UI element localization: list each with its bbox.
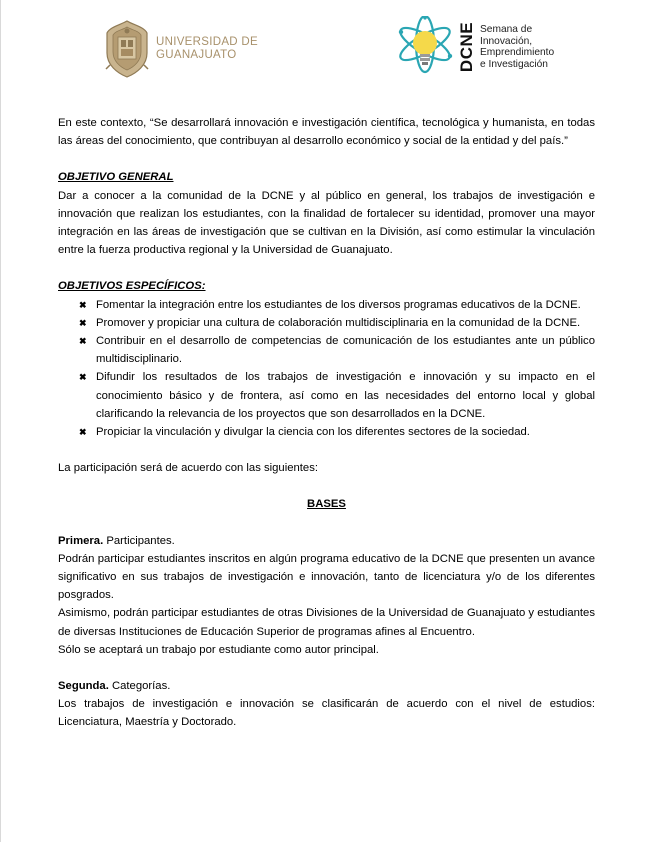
- segunda-text: Los trabajos de investigación e innovación se clasificarán de acuerdo con el nivel de estudios: Licenciatura, Maestría y Doctorado.: [58, 698, 595, 729]
- dcne-logo: [394, 16, 564, 78]
- objetivos-especificos-heading: OBJETIVOS ESPECÍFICOS:: [58, 280, 206, 293]
- primera-heading: [58, 532, 595, 550]
- intro-paragraph: En este contexto, “Se desarrollará innovación e investigación científica, tecnológica y humanista, en todas las áreas del conocimiento, que contribuyan al desarrollo económico y social de la entidad y del país.”: [58, 117, 595, 148]
- objetivos-list: [79, 296, 595, 442]
- bullet-x-icon: ✖: [79, 299, 87, 310]
- event-name-line: Semana de: [480, 24, 533, 35]
- primera-title: Participantes.: [103, 534, 175, 547]
- participacion-text: La participación será de acuerdo con las siguientes:: [58, 462, 318, 475]
- objetivo-general-heading: OBJETIVO GENERAL: [58, 171, 174, 184]
- segunda-heading: [58, 677, 595, 695]
- list-item: ✖ Propiciar la vinculación y divulgar la ciencia con los diferentes sectores de la sociedad.: [79, 423, 595, 441]
- document-body: [58, 114, 595, 732]
- bullet-x-icon: ✖: [79, 372, 87, 383]
- atom-lightbulb-icon: [394, 16, 456, 78]
- bases-heading: BASES: [307, 498, 346, 511]
- list-item: ✖ Fomentar la integración entre los estudiantes de los diversos programas educativos de la DCNE.: [79, 296, 595, 314]
- event-name-line: Innovación,: [480, 35, 533, 47]
- bullet-x-icon: ✖: [79, 336, 87, 347]
- bullet-x-icon: ✖: [79, 317, 87, 328]
- university-logo: [104, 18, 264, 80]
- list-item: ✖ Contribuir en el desarrollo de competencias de comunicación de los estudiantes ante un público multidisciplinario.: [79, 332, 595, 368]
- university-name-line2: GUANAJUATO: [156, 49, 237, 61]
- event-name: [480, 24, 554, 70]
- objetivo-general-text: Dar a conocer a la comunidad de la DCNE y al público en general, los trabajos de investigación e innovación que realizan los estudiantes, con la finalidad de fortalecer su identidad, promover una mayor integración en las áreas de investigación que se cultivan en la División, así como estimular la vinculación entre la fuerza productiva regional y la Universidad de Guanajuato.: [58, 189, 595, 257]
- event-name-line: Emprendimiento: [480, 47, 555, 58]
- dcne-acronym: DCNE: [457, 21, 476, 73]
- segunda-label: Segunda.: [58, 680, 109, 693]
- primera-paragraph: Sólo se aceptará un trabajo por estudiante como autor principal.: [58, 643, 379, 656]
- primera-paragraph: Asimismo, podrán participar estudiantes de otras Divisiones de la Universidad de Guanajuato y estudiantes de diversas Instituciones de Educación Superior de programas afines al Encuentro.: [58, 607, 595, 638]
- university-name: [156, 36, 258, 62]
- bullet-x-icon: ✖: [79, 427, 87, 438]
- primera-label: Primera.: [58, 534, 104, 547]
- segunda-title: Categorías.: [108, 680, 171, 693]
- list-item: ✖ Promover y propiciar una cultura de colaboración multidisciplinaria en la comunidad de la DCNE.: [79, 314, 595, 332]
- university-seal-icon: [104, 19, 150, 79]
- primera-paragraph: Podrán participar estudiantes inscritos en algún programa educativo de la DCNE que presenten un avance significativo en sus trabajos de investigación e innovación, tanto de licenciatura y/o de los diferentes posgrados.: [58, 552, 595, 602]
- event-name-line: e Investigación: [480, 58, 548, 70]
- university-name-line1: UNIVERSIDAD DE: [156, 36, 258, 48]
- list-item: ✖ Difundir los resultados de los trabajos de investigación e innovación y su impacto en el conocimiento básico y de frontera, así como en las necesidades del entorno local y global clarificando la relevancia de los proyectos que son desarrollados en la DCNE.: [79, 368, 595, 423]
